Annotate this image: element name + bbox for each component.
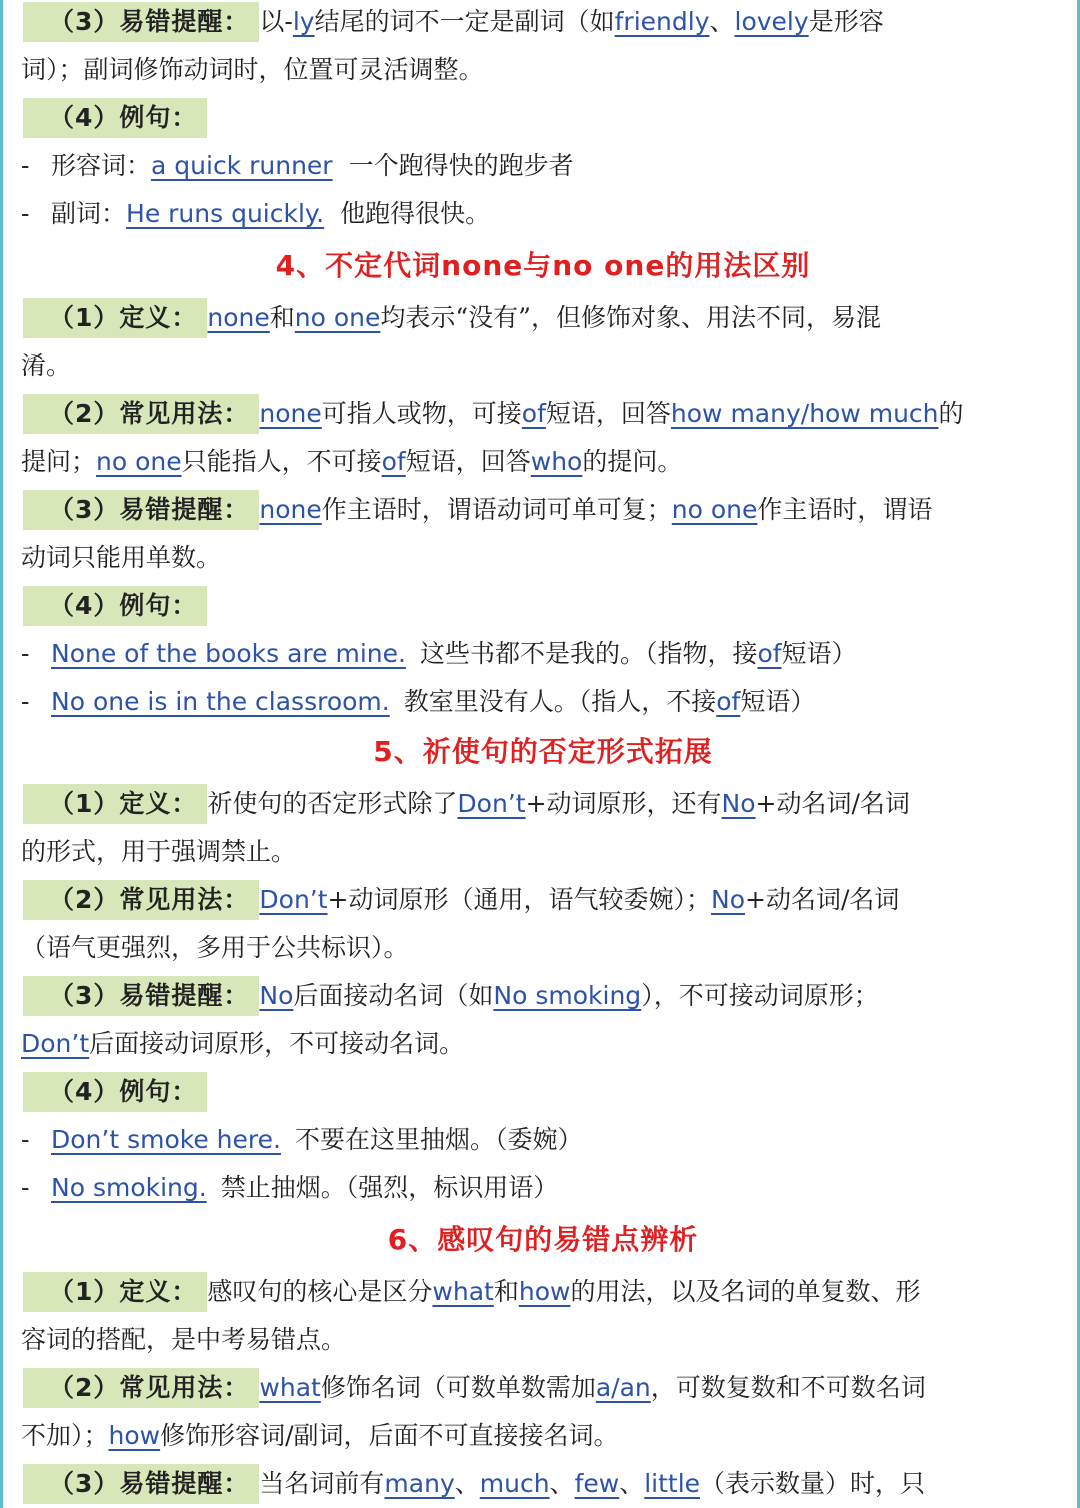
- text: +动名词/名词: [745, 885, 900, 914]
- continuation-line: [21, 1320, 1059, 1360]
- example-line: [21, 682, 1059, 722]
- text: 以-: [259, 7, 293, 36]
- text: 可指人或物，可接: [321, 399, 522, 428]
- example-english: None of the books are mine.: [51, 639, 406, 668]
- keyword: none: [259, 495, 322, 524]
- text: 结尾的词不一定是副词（如: [314, 7, 615, 36]
- text: 一个跑得快的跑步者: [348, 151, 574, 180]
- usage-line: [21, 1368, 1059, 1408]
- text: +动词原形，还有: [525, 789, 722, 818]
- text: 提问；: [21, 447, 97, 476]
- text: 、: [619, 1469, 645, 1498]
- keyword: none: [259, 399, 322, 428]
- text: 禁止抽烟。（强烈，标识用语）: [220, 1173, 559, 1202]
- section-heading-4: 4、不定代词none与no one的用法区别: [275, 249, 811, 282]
- example-english: a quick runner: [151, 151, 333, 180]
- section-heading-5: 5、祈使句的否定形式拓展: [373, 735, 713, 768]
- text: 动词只能用单数。: [21, 543, 222, 572]
- keyword: of: [716, 687, 741, 716]
- keyword: few: [574, 1469, 620, 1498]
- text: 、: [454, 1469, 480, 1498]
- keyword: lovely: [734, 7, 809, 36]
- text: 祈使句的否定形式除了: [207, 789, 458, 818]
- example-label-line: [21, 1072, 1059, 1112]
- text: 不加）；: [21, 1421, 109, 1450]
- text: 的: [938, 399, 964, 428]
- keyword: no one: [96, 447, 182, 476]
- usage-label: （2）常见用法：: [23, 394, 259, 434]
- usage-line: [21, 880, 1059, 920]
- text: 淆。: [21, 351, 72, 380]
- text: 这些书都不是我的。（指物，接: [419, 639, 758, 668]
- continuation-line: [21, 1024, 1059, 1064]
- example-label: （4）例句：: [23, 586, 207, 626]
- keyword: much: [479, 1469, 550, 1498]
- keyword: a/an: [595, 1373, 651, 1402]
- bullet: -: [21, 199, 30, 228]
- definition-line: [21, 298, 1059, 338]
- keyword: many: [384, 1469, 455, 1498]
- example-english: Don’t smoke here.: [51, 1125, 281, 1154]
- example-label: （4）例句：: [23, 98, 207, 138]
- text: （表示数量）时，只: [700, 1469, 926, 1498]
- bullet: -: [21, 687, 30, 716]
- text: 短语，回答: [405, 447, 531, 476]
- text: 他跑得很快。: [340, 199, 491, 228]
- keyword: Don’t: [259, 885, 328, 914]
- example-label: （4）例句：: [23, 1072, 207, 1112]
- keyword: No: [721, 789, 756, 818]
- text: 容词的搭配，是中考易错点。: [21, 1325, 347, 1354]
- example-line: [21, 634, 1059, 674]
- example-line: [21, 194, 1059, 234]
- usage-line: [21, 394, 1059, 434]
- usage-label: （2）常见用法：: [23, 880, 259, 920]
- bullet: -: [21, 151, 30, 180]
- text: ），不可接动词原形；: [641, 981, 879, 1010]
- text: 短语）: [781, 639, 857, 668]
- text: 词）；副词修饰动词时，位置可灵活调整。: [21, 55, 484, 84]
- keyword: No smoking: [493, 981, 642, 1010]
- text: 短语）: [740, 687, 816, 716]
- text: 只能指人，不可接: [181, 447, 382, 476]
- section3-mistake-line: [21, 2, 1059, 42]
- keyword: No: [711, 885, 745, 914]
- mistake-line: [21, 490, 1059, 530]
- bullet: -: [21, 1173, 30, 1202]
- mistake-label: （3）易错提醒：: [23, 2, 259, 42]
- keyword: of: [381, 447, 406, 476]
- text: 副词：: [51, 199, 127, 228]
- text: 和: [269, 303, 295, 332]
- example-label-line: [21, 586, 1059, 626]
- text: 修饰名词（可数单数需加: [320, 1373, 596, 1402]
- example-english: He runs quickly.: [126, 199, 325, 228]
- mistake-label: （3）易错提醒：: [23, 490, 259, 530]
- example-line: [21, 1168, 1059, 1208]
- continuation-line: [21, 346, 1059, 386]
- keyword: what: [432, 1277, 494, 1306]
- mistake-label: （3）易错提醒：: [23, 976, 259, 1016]
- text: 后面接动词原形，不可接动名词。: [89, 1029, 465, 1058]
- text: 、: [549, 1469, 575, 1498]
- text: 短语，回答: [545, 399, 671, 428]
- keyword: what: [259, 1373, 321, 1402]
- definition-label: （1）定义：: [23, 1272, 207, 1312]
- example-english: No smoking.: [51, 1173, 207, 1202]
- mistake-line: [21, 1464, 1059, 1504]
- keyword: Don’t: [457, 789, 526, 818]
- keyword: No: [259, 981, 294, 1010]
- text: 修饰形容词/副词，后面不可直接接名词。: [160, 1421, 619, 1450]
- text: 不要在这里抽烟。（委婉）: [294, 1125, 583, 1154]
- mistake-line: [21, 976, 1059, 1016]
- example-english: No one is in the classroom.: [51, 687, 390, 716]
- keyword: how: [108, 1421, 161, 1450]
- text: 后面接动名词（如: [293, 981, 494, 1010]
- keyword: no one: [671, 495, 758, 524]
- continuation-line: [21, 538, 1059, 578]
- text: 当名词前有: [259, 1469, 385, 1498]
- keyword: little: [644, 1469, 701, 1498]
- text: （语气更强烈，多用于公共标识）。: [21, 933, 409, 962]
- continuation-line: [21, 442, 1059, 482]
- keyword: how many/how much: [670, 399, 939, 428]
- continuation-line: [21, 50, 1059, 90]
- text: 的形式，用于强调禁止。: [21, 837, 297, 866]
- example-line: [21, 1120, 1059, 1160]
- text: 的用法，以及名词的单复数、形: [570, 1277, 921, 1306]
- text: 作主语时，谓语: [757, 495, 933, 524]
- keyword: friendly: [614, 7, 710, 36]
- text: 的提问。: [582, 447, 683, 476]
- keyword: of: [521, 399, 546, 428]
- keyword: who: [530, 447, 583, 476]
- text: 是形容: [808, 7, 884, 36]
- bullet: -: [21, 1125, 30, 1154]
- usage-label: （2）常见用法：: [23, 1368, 259, 1408]
- keyword: how: [518, 1277, 571, 1306]
- keyword: Don’t: [21, 1029, 90, 1058]
- definition-line: [21, 784, 1059, 824]
- text: 均表示“没有”，但修饰对象、用法不同，易混: [380, 303, 881, 332]
- section-heading-6: 6、感叹句的易错点辨析: [387, 1223, 699, 1256]
- text: 、: [709, 7, 735, 36]
- keyword: of: [757, 639, 782, 668]
- text: 感叹句的核心是区分: [207, 1277, 433, 1306]
- mistake-label: （3）易错提醒：: [23, 1464, 259, 1504]
- definition-line: [21, 1272, 1059, 1312]
- text: 作主语时，谓语动词可单可复；: [321, 495, 672, 524]
- keyword: none: [207, 303, 270, 332]
- bullet: -: [21, 639, 30, 668]
- keyword: no one: [294, 303, 381, 332]
- text: 形容词：: [51, 151, 152, 180]
- text: +动名词/名词: [755, 789, 910, 818]
- continuation-line: [21, 832, 1059, 872]
- example-line: [21, 146, 1059, 186]
- text: 和: [493, 1277, 519, 1306]
- continuation-line: [21, 1416, 1059, 1456]
- text: +动词原形（通用，语气较委婉）；: [327, 885, 711, 914]
- example-label-line: [21, 98, 1059, 138]
- text: 教室里没有人。（指人，不接: [403, 687, 717, 716]
- continuation-line: [21, 928, 1059, 968]
- text: ，可数复数和不可数名词: [650, 1373, 926, 1402]
- definition-label: （1）定义：: [23, 784, 207, 824]
- definition-label: （1）定义：: [23, 298, 207, 338]
- keyword: ly: [292, 7, 315, 36]
